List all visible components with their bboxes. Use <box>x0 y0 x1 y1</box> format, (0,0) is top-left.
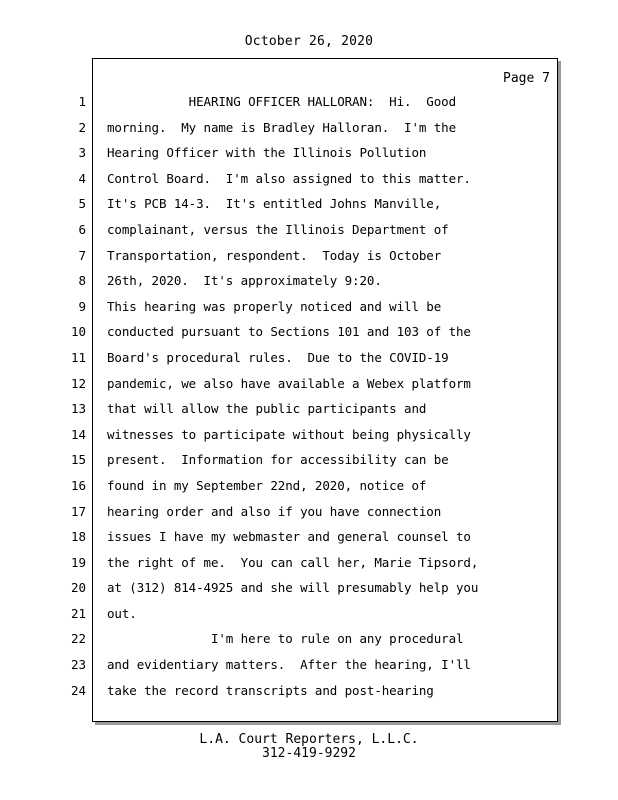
transcript-line: pandemic, we also have available a Webex platform <box>107 375 471 391</box>
line-number: 17 <box>70 503 86 519</box>
footer-phone: 312-419-9292 <box>262 746 356 761</box>
transcript-line: the right of me. You can call her, Marie Tipsord, <box>107 554 479 570</box>
line-number: 19 <box>70 554 86 570</box>
transcript-line: Transportation, respondent. Today is October <box>107 247 442 263</box>
line-number: 5 <box>78 196 86 212</box>
line-number: 9 <box>78 298 86 314</box>
line-number: 11 <box>70 349 86 365</box>
transcript-line: complainant, versus the Illinois Department of <box>107 221 449 237</box>
transcript-line: Control Board. I'm also assigned to this matter. <box>107 170 471 186</box>
line-number: 22 <box>70 631 86 647</box>
transcript-line: witnesses to participate without being physically <box>107 426 471 442</box>
line-number: 23 <box>70 657 86 673</box>
transcript-line: that will allow the public participants and <box>107 401 427 417</box>
line-number: 8 <box>78 273 86 289</box>
transcript-line: hearing order and also if you have connection <box>107 503 442 519</box>
transcript-line: Hearing Officer with the Illinois Pollution <box>107 145 427 161</box>
line-number: 3 <box>78 145 86 161</box>
line-number: 12 <box>70 375 86 391</box>
line-number: 1 <box>78 94 86 109</box>
transcript-line: present. Information for accessibility can be <box>107 452 449 468</box>
transcript-line: This hearing was properly noticed and will be <box>107 298 442 314</box>
transcript-text <box>107 89 547 703</box>
line-number: 20 <box>70 580 86 596</box>
transcript-line: HEARING OFFICER HALLORAN: Hi. Good <box>107 94 457 109</box>
line-number: 13 <box>70 401 86 417</box>
line-number: 2 <box>78 119 86 135</box>
transcript-line: found in my September 22nd, 2020, notice of <box>107 477 427 493</box>
transcript-line: conducted pursuant to Sections 101 and 103 of the <box>107 324 471 340</box>
line-number-column <box>60 89 86 703</box>
header-date: October 26, 2020 <box>244 34 374 49</box>
line-number: 10 <box>70 324 86 340</box>
transcript-line: 26th, 2020. It's approximately 9:20. <box>107 273 382 289</box>
line-number: 16 <box>70 477 86 493</box>
line-number: 14 <box>70 426 86 442</box>
transcript-line: out. <box>107 605 137 621</box>
footer <box>0 733 618 761</box>
transcript-line: take the record transcripts and post-hearing <box>107 682 434 698</box>
footer-company: L.A. Court Reporters, L.L.C. <box>199 732 419 747</box>
line-number: 21 <box>70 605 86 621</box>
transcript-line: I'm here to rule on any procedural <box>107 631 464 647</box>
line-number: 18 <box>70 529 86 545</box>
line-number: 4 <box>78 170 86 186</box>
line-number: 15 <box>70 452 86 468</box>
transcript-line: at (312) 814-4925 and she will presumably help you <box>107 580 479 596</box>
line-number: 6 <box>78 221 86 237</box>
transcript-line: and evidentiary matters. After the hearing, I'll <box>107 657 471 673</box>
transcript-line: morning. My name is Bradley Halloran. I'm the <box>107 119 457 135</box>
transcript-line: issues I have my webmaster and general counsel to <box>107 529 471 545</box>
transcript-line: Board's procedural rules. Due to the COVID-19 <box>107 349 449 365</box>
transcript-line: It's PCB 14-3. It's entitled Johns Manville, <box>107 196 442 212</box>
page-number: Page 7 <box>503 71 550 86</box>
line-number: 24 <box>70 682 86 698</box>
line-number: 7 <box>78 247 86 263</box>
